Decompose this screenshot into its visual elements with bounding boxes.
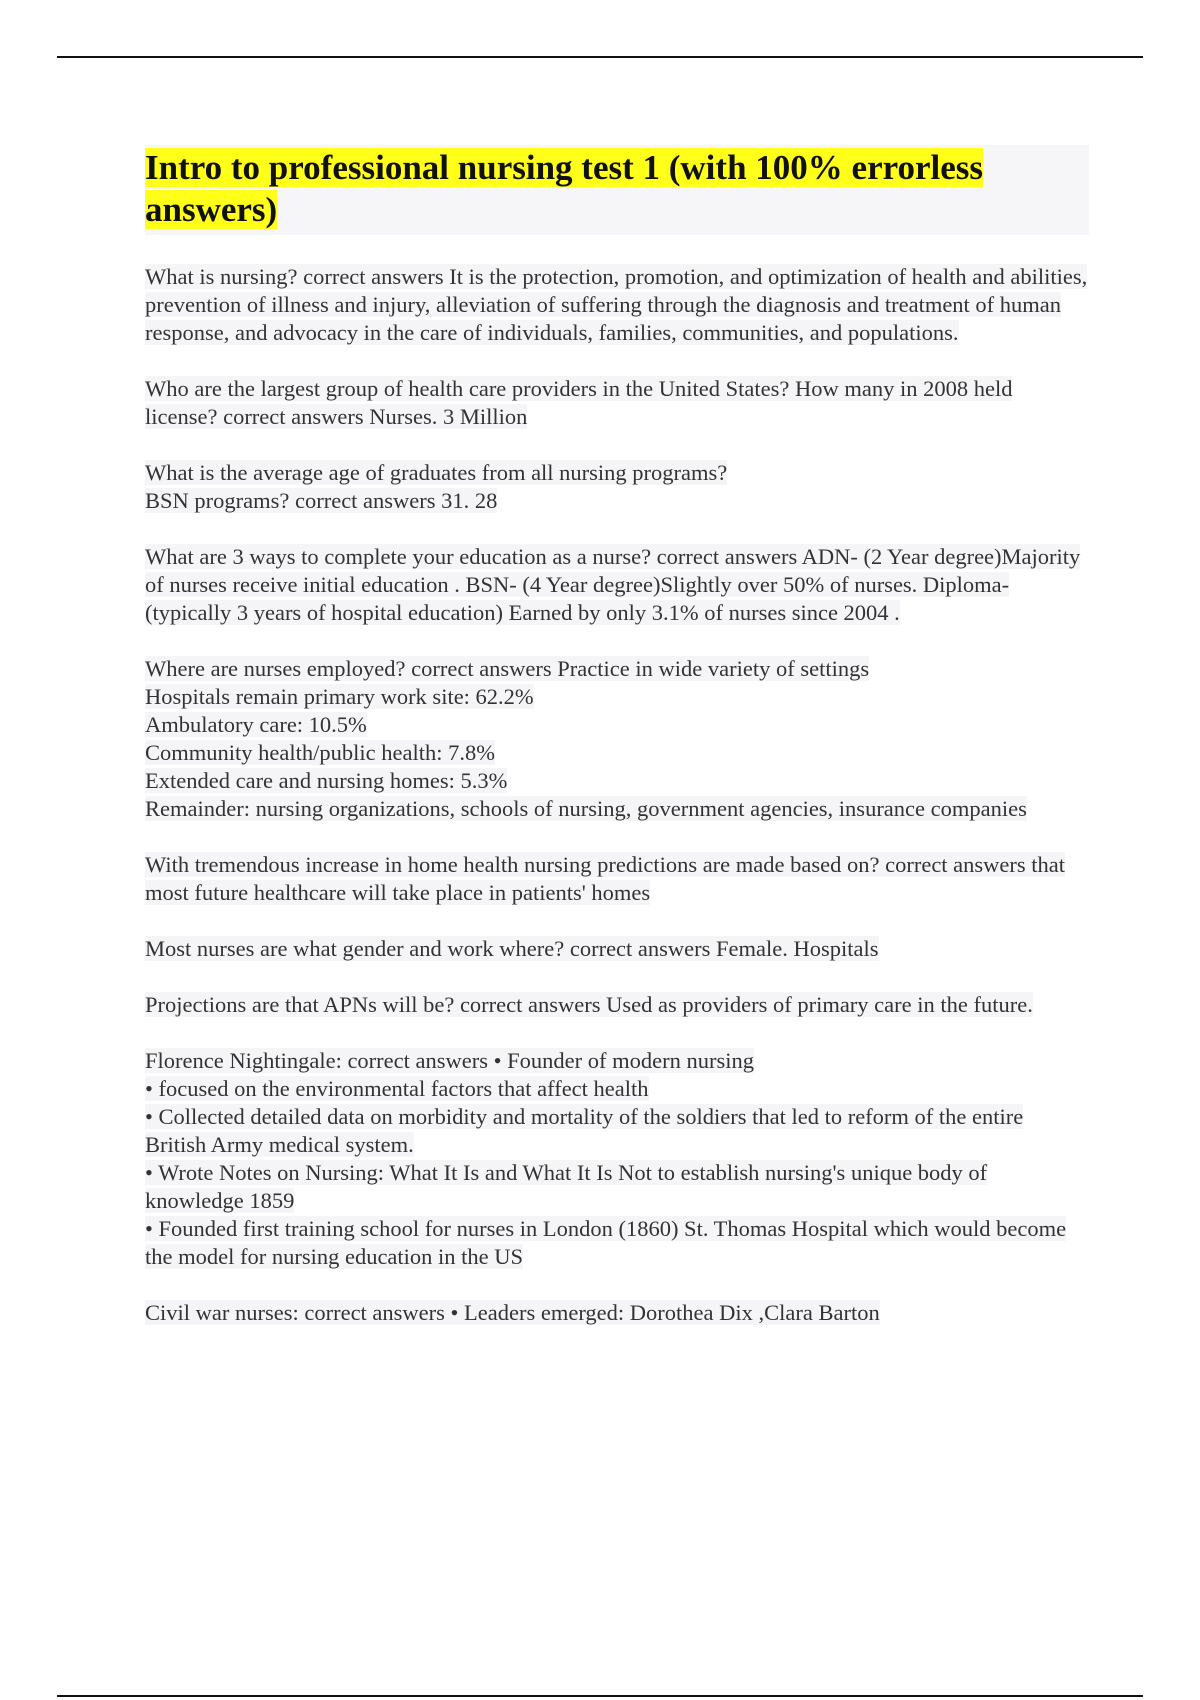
qa-line: With tremendous increase in home health nursing predictions are made based on? correct answers that most future healthcare will take place in patients' homes [145, 852, 1066, 905]
qa-line: What are 3 ways to complete your education as a nurse? correct answers ADN- (2 Year degree)Majority of nurses receive initial education . BSN- (4 Year degree)Slightly over 50% of nurses. Diploma- (typically 3 years of hospital education) Earned by only 3.1% of nurses since 2004 . [145, 544, 1081, 625]
qa-entry-education-paths [145, 543, 1089, 627]
qa-entry-nursing-definition [145, 263, 1089, 347]
qa-entry-gender [145, 935, 1089, 963]
qa-line: Community health/public health: 7.8% [145, 740, 495, 765]
qa-line: Extended care and nursing homes: 5.3% [145, 768, 508, 793]
bottom-rule [57, 1695, 1143, 1697]
qa-line: BSN programs? correct answers 31. 28 [145, 488, 498, 513]
qa-line: Ambulatory care: 10.5% [145, 712, 367, 737]
document-title [145, 147, 1089, 231]
qa-line: Florence Nightingale: correct answers • Founder of modern nursing [145, 1048, 754, 1073]
qa-line: • Wrote Notes on Nursing: What It Is and What It Is Not to establish nursing's unique body of knowledge 1859 [145, 1160, 988, 1213]
qa-line: Most nurses are what gender and work where? correct answers Female. Hospitals [145, 936, 879, 961]
title-block [145, 145, 1089, 235]
qa-entry-home-health [145, 851, 1089, 907]
qa-entry-civil-war-nurses [145, 1299, 1089, 1327]
document-body [145, 145, 1089, 1355]
qa-entry-largest-providers [145, 375, 1089, 431]
qa-line: • Collected detailed data on morbidity and mortality of the soldiers that led to reform of the entire British Army medical system. [145, 1104, 1024, 1157]
qa-line: Where are nurses employed? correct answers Practice in wide variety of settings [145, 656, 870, 681]
qa-line: What is nursing? correct answers It is the protection, promotion, and optimization of health and abilities, prevention of illness and injury, alleviation of suffering through the diagnosis and treatment of human response, and advocacy in the care of individuals, families, communities, and populations. [145, 264, 1088, 345]
qa-line: What is the average age of graduates from all nursing programs? [145, 460, 728, 485]
qa-line: Projections are that APNs will be? correct answers Used as providers of primary care in the future. [145, 992, 1033, 1017]
qa-line: Civil war nurses: correct answers • Leaders emerged: Dorothea Dix ,Clara Barton [145, 1300, 880, 1325]
top-rule [57, 56, 1143, 58]
title-highlight: Intro to professional nursing test 1 (with 100% errorless answers) [145, 148, 984, 229]
qa-line: • Founded first training school for nurses in London (1860) St. Thomas Hospital which would become the model for nursing education in the US [145, 1216, 1067, 1269]
qa-line: Hospitals remain primary work site: 62.2% [145, 684, 534, 709]
qa-line: • focused on the environmental factors that affect health [145, 1076, 649, 1101]
qa-entry-employment [145, 655, 1089, 823]
qa-line: Remainder: nursing organizations, schools of nursing, government agencies, insurance companies [145, 796, 1027, 821]
qa-entry-average-age [145, 459, 1089, 515]
qa-entry-apns [145, 991, 1089, 1019]
qa-entry-florence-nightingale [145, 1047, 1089, 1271]
qa-line: Who are the largest group of health care providers in the United States? How many in 2008 held license? correct answers Nurses. 3 Million [145, 376, 1013, 429]
